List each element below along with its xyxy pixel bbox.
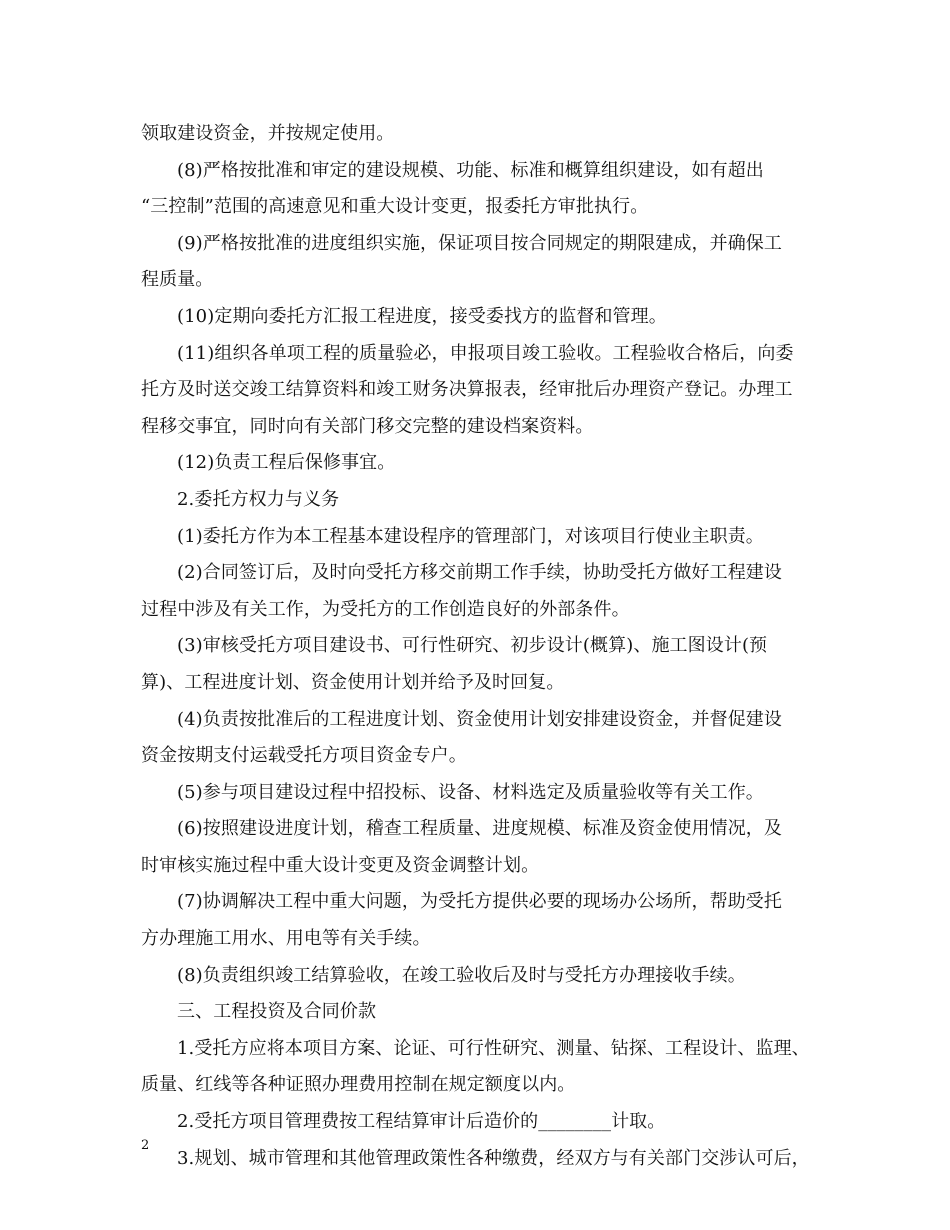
page-number: 2 — [141, 1138, 150, 1153]
text-line: 资金按期支付运载受托方项目资金专户。 — [141, 745, 467, 767]
text-line: 领取建设资金，并按规定使用。 — [141, 123, 395, 144]
text-line: 1.受托方应将本项目方案、论证、可行性研究、测量、钻探、工程设计、监理、 — [177, 1037, 810, 1059]
text-line: (10)定期向委托方汇报工程进度，接受委找方的监督和管理。 — [177, 305, 667, 327]
text-line: (9)严格按批准的进度组织实施，保证项目按合同规定的期限建成，并确保工 — [177, 232, 782, 254]
text-line: 方办理施工用水、用电等有关手续。 — [141, 928, 431, 950]
text-line: 2.委托方权力与义务 — [177, 488, 340, 510]
document-body — [141, 116, 817, 1177]
text-line: (7)协调解决工程中重大问题，为受托方提供必要的现场办公场所，帮助受托 — [177, 891, 782, 913]
text-line: (5)参与项目建设过程中招投标、设备、材料选定及质量验收等有关工作。 — [177, 781, 764, 803]
text-line: (6)按照建设进度计划，稽查工程质量、进度规模、标准及资金使用情况，及 — [177, 818, 782, 840]
text-line: 程质量。 — [141, 269, 214, 291]
text-line: (12)负责工程后保修事宜。 — [177, 452, 396, 474]
text-line: “三控制”范围的高速意见和重大设计变更，报委托方审批执行。 — [141, 196, 649, 218]
text-line: 质量、红线等各种证照办理费用控制在规定额度以内。 — [141, 1074, 576, 1096]
text-line: 托方及时送交竣工结算资料和竣工财务决算报表，经审批后办理资产登记。办理工 — [141, 379, 793, 401]
text-line: (4)负责按批准后的工程进度计划、资金使用计划安排建设资金，并督促建设 — [177, 708, 782, 730]
text-line: 程移交事宜，同时向有关部门移交完整的建设档案资料。 — [141, 415, 594, 437]
text-line: (1)委托方作为本工程基本建设程序的管理部门，对该项目行使业主职责。 — [177, 525, 764, 547]
text-line: 2.受托方项目管理费按工程结算审计后造价的________计取。 — [177, 1111, 666, 1133]
text-line: (8)严格按批准和审定的建设规模、功能、标准和概算组织建设，如有超出 — [177, 159, 764, 181]
text-line: 过程中涉及有关工作，为受托方的工作创造良好的外部条件。 — [141, 598, 630, 620]
text-line: (8)负责组织竣工结算验收，在竣工验收后及时与受托方办理接收手续。 — [177, 964, 746, 986]
text-line: 三、工程投资及合同价款 — [177, 1001, 377, 1023]
text-line: 时审核实施过程中重大设计变更及资金调整计划。 — [141, 854, 540, 876]
text-line: (11)组织各单项工程的质量验必，申报项目竣工验收。工程验收合格后，向委 — [177, 342, 794, 364]
text-line: (2)合同签订后，及时向受托方移交前期工作手续，协助受托方做好工程建设 — [177, 562, 782, 584]
text-line: 算)、工程进度计划、资金使用计划并给予及时回复。 — [141, 671, 565, 693]
text-line: 3.规划、城市管理和其他管理政策性各种缴费，经双方与有关部门交涉认可后， — [177, 1147, 810, 1169]
text-line: (3)审核受托方项目建设书、可行性研究、初步设计(概算)、施工图设计(预 — [177, 635, 768, 657]
